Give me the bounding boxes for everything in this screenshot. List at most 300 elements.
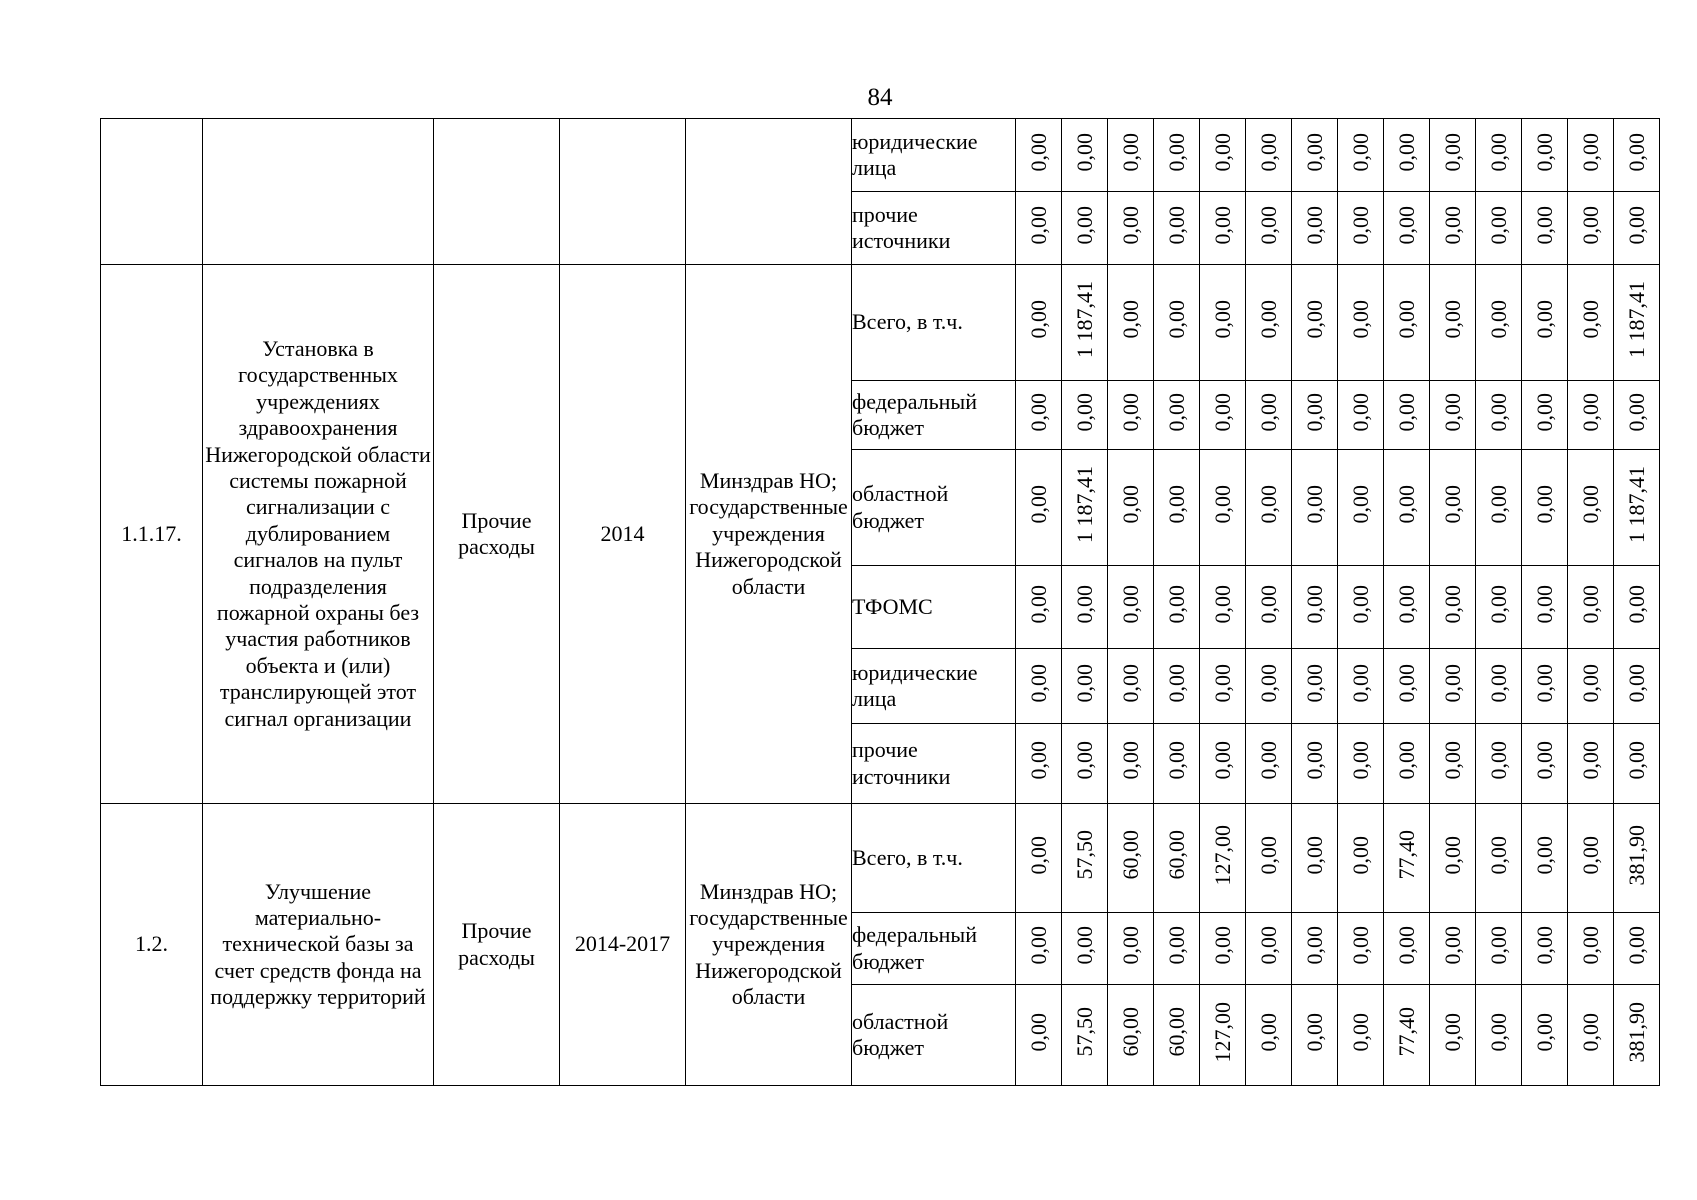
value-cell: [1292, 265, 1338, 381]
value-text: 0,00: [1623, 663, 1649, 703]
funding-source: Всего, в т.ч.: [852, 804, 1016, 913]
value-cell: [1246, 913, 1292, 985]
value-text: 0,00: [1393, 663, 1419, 703]
value-cell: [1062, 804, 1108, 913]
value-cell: [1338, 450, 1384, 566]
value-text: 0,00: [1485, 485, 1511, 524]
value-cell: [1292, 913, 1338, 985]
value-text: 0,00: [1117, 663, 1143, 703]
value-cell: [1292, 381, 1338, 450]
value-text: 0,00: [1301, 205, 1327, 245]
value-cell: [1246, 566, 1292, 649]
value-text: 0,00: [1301, 392, 1327, 432]
value-cell: [1430, 119, 1476, 192]
value-text: 0,00: [1071, 741, 1097, 780]
value-text: 0,00: [1347, 741, 1373, 780]
value-cell: [1062, 119, 1108, 192]
value-text: 0,00: [1071, 584, 1097, 624]
value-cell: [1154, 450, 1200, 566]
value-text: 0,00: [1025, 835, 1051, 875]
value-text: 0,00: [1255, 205, 1281, 245]
value-cell: [1016, 192, 1062, 265]
value-cell: [1522, 649, 1568, 724]
value-text: 0,00: [1025, 663, 1051, 703]
value-cell: [1154, 804, 1200, 913]
value-cell: [1154, 119, 1200, 192]
value-cell: [1476, 381, 1522, 450]
value-text: 0,00: [1347, 926, 1373, 965]
value-cell: [1430, 724, 1476, 804]
value-cell: [1338, 913, 1384, 985]
value-text: 0,00: [1577, 926, 1603, 965]
value-cell: [1384, 192, 1430, 265]
value-cell: [1200, 985, 1246, 1086]
value-text: 0,00: [1393, 485, 1419, 524]
value-cell: [1338, 724, 1384, 804]
value-cell: [1568, 450, 1614, 566]
value-cell: [1568, 724, 1614, 804]
item-number: 1.1.17.: [101, 265, 203, 804]
value-text: 0,00: [1439, 1012, 1465, 1052]
value-text: 0,00: [1301, 663, 1327, 703]
value-text: 0,00: [1301, 584, 1327, 624]
value-text: 0,00: [1439, 663, 1465, 703]
value-text: 57,50: [1071, 1007, 1097, 1057]
value-cell: [1522, 450, 1568, 566]
value-text: 0,00: [1531, 741, 1557, 780]
funding-source: прочие источники: [852, 724, 1016, 804]
funding-source: прочие источники: [852, 192, 1016, 265]
funding-source: юридические лица: [852, 649, 1016, 724]
value-text: 0,00: [1485, 205, 1511, 245]
value-cell: [1200, 724, 1246, 804]
value-text: 0,00: [1117, 485, 1143, 524]
value-cell: [1614, 913, 1660, 985]
value-text: 0,00: [1439, 392, 1465, 432]
item-name: Установка в государственных учреждениях здравоохранения Нижегородской области системы пожарной сигнализации с дублированием сигналов на пульт подразделения пожарной охраны без участия работников объекта и (или) транслирующей этот сигнал организации: [203, 265, 434, 804]
value-cell: [1614, 804, 1660, 913]
funding-source: федеральный бюджет: [852, 913, 1016, 985]
value-text: 0,00: [1347, 205, 1373, 245]
value-text: 0,00: [1439, 835, 1465, 875]
value-cell: [1200, 804, 1246, 913]
value-cell: [1338, 381, 1384, 450]
value-text: 0,00: [1071, 205, 1097, 245]
value-text: 0,00: [1577, 205, 1603, 245]
value-cell: [1292, 192, 1338, 265]
value-cell: [1108, 192, 1154, 265]
value-text: 0,00: [1393, 205, 1419, 245]
value-cell: [1154, 913, 1200, 985]
value-text: 0,00: [1163, 485, 1189, 524]
value-cell: [1154, 649, 1200, 724]
value-cell: [1292, 119, 1338, 192]
value-text: 0,00: [1301, 835, 1327, 875]
value-text: 0,00: [1209, 663, 1235, 703]
item-period: 2014-2017: [560, 804, 686, 1086]
value-text: 0,00: [1025, 926, 1051, 965]
value-text: 0,00: [1163, 663, 1189, 703]
value-cell: [1614, 649, 1660, 724]
value-cell: [1016, 381, 1062, 450]
value-text: 0,00: [1255, 835, 1281, 875]
value-cell: [1292, 450, 1338, 566]
value-cell: [1200, 381, 1246, 450]
value-cell: [1614, 566, 1660, 649]
value-cell: [1292, 649, 1338, 724]
table-row: [101, 265, 1660, 381]
value-text: 0,00: [1301, 741, 1327, 780]
value-cell: [1292, 566, 1338, 649]
value-cell: [1016, 265, 1062, 381]
value-cell: [1108, 566, 1154, 649]
value-cell: [1614, 192, 1660, 265]
value-text: 0,00: [1117, 926, 1143, 965]
value-text: 0,00: [1071, 926, 1097, 965]
value-cell: [1246, 119, 1292, 192]
value-cell: [1476, 985, 1522, 1086]
value-cell: [1430, 649, 1476, 724]
value-text: 0,00: [1301, 1012, 1327, 1052]
value-text: 0,00: [1163, 741, 1189, 780]
value-text: 0,00: [1255, 485, 1281, 524]
value-text: 0,00: [1347, 584, 1373, 624]
value-cell: [1338, 649, 1384, 724]
value-text: 0,00: [1577, 300, 1603, 339]
value-text: 0,00: [1255, 663, 1281, 703]
value-text: 60,00: [1163, 830, 1189, 880]
value-text: 1 187,41: [1623, 280, 1649, 358]
value-text: 0,00: [1577, 1012, 1603, 1052]
item-executor: Минздрав НО; государственные учреждения Нижегородской области: [686, 265, 852, 804]
value-text: 0,00: [1531, 663, 1557, 703]
value-text: 0,00: [1531, 300, 1557, 339]
value-cell: [1108, 381, 1154, 450]
value-text: 0,00: [1531, 835, 1557, 875]
value-text: 60,00: [1117, 830, 1143, 880]
value-text: 0,00: [1163, 205, 1189, 245]
value-cell: [1108, 119, 1154, 192]
value-text: 0,00: [1393, 132, 1419, 172]
value-cell: [1338, 804, 1384, 913]
value-text: 0,00: [1163, 926, 1189, 965]
value-cell: [1430, 450, 1476, 566]
funding-source: областной бюджет: [852, 450, 1016, 566]
value-text: 0,00: [1485, 926, 1511, 965]
value-cell: [1338, 119, 1384, 192]
value-text: 0,00: [1255, 1012, 1281, 1052]
value-cell: [1200, 265, 1246, 381]
value-cell: [1430, 566, 1476, 649]
funding-source: ТФОМС: [852, 566, 1016, 649]
value-text: 60,00: [1117, 1007, 1143, 1057]
value-text: 0,00: [1117, 392, 1143, 432]
value-text: 0,00: [1577, 741, 1603, 780]
value-cell: [1568, 265, 1614, 381]
value-cell: [1430, 381, 1476, 450]
value-cell: [1522, 566, 1568, 649]
value-cell: [1246, 450, 1292, 566]
value-text: 0,00: [1301, 926, 1327, 965]
value-cell: [1016, 566, 1062, 649]
value-cell: [1430, 192, 1476, 265]
value-cell: [1246, 265, 1292, 381]
value-cell: [1476, 913, 1522, 985]
value-text: 127,00: [1209, 1001, 1235, 1063]
value-text: 0,00: [1347, 1012, 1373, 1052]
value-cell: [1016, 913, 1062, 985]
value-text: 0,00: [1577, 663, 1603, 703]
value-cell: [1108, 804, 1154, 913]
value-text: 0,00: [1485, 584, 1511, 624]
funding-source: федеральный бюджет: [852, 381, 1016, 450]
value-text: 0,00: [1209, 584, 1235, 624]
value-cell: [1016, 724, 1062, 804]
value-cell: [1476, 724, 1522, 804]
page-number: 84: [867, 84, 893, 111]
value-cell: [1614, 119, 1660, 192]
value-cell: [1200, 450, 1246, 566]
value-text: 381,90: [1623, 1001, 1649, 1063]
value-cell: [1062, 985, 1108, 1086]
value-text: 1 187,41: [1623, 465, 1649, 543]
value-text: 0,00: [1623, 205, 1649, 245]
value-text: 0,00: [1531, 132, 1557, 172]
value-cell: [1200, 566, 1246, 649]
value-cell: [1246, 985, 1292, 1086]
value-text: 0,00: [1025, 584, 1051, 624]
budget-table: [100, 118, 1660, 1086]
value-cell: [1384, 724, 1430, 804]
value-cell: [1338, 192, 1384, 265]
value-text: 0,00: [1577, 132, 1603, 172]
value-text: 0,00: [1439, 926, 1465, 965]
value-cell: [1476, 566, 1522, 649]
value-cell: [1476, 804, 1522, 913]
value-text: 0,00: [1485, 835, 1511, 875]
value-cell: [1108, 724, 1154, 804]
value-cell: [1476, 649, 1522, 724]
value-text: 0,00: [1163, 392, 1189, 432]
value-cell: [1062, 566, 1108, 649]
value-cell: [1200, 649, 1246, 724]
value-text: 0,00: [1255, 741, 1281, 780]
value-text: 0,00: [1347, 485, 1373, 524]
value-cell: [1384, 913, 1430, 985]
value-cell: [1154, 381, 1200, 450]
value-cell: [1154, 192, 1200, 265]
value-cell: [1568, 192, 1614, 265]
value-text: 0,00: [1393, 300, 1419, 339]
value-cell: [1614, 450, 1660, 566]
value-text: 1 187,41: [1071, 280, 1097, 358]
value-cell: [1384, 119, 1430, 192]
value-cell: [1430, 985, 1476, 1086]
value-cell: [1154, 724, 1200, 804]
value-cell: [1108, 265, 1154, 381]
value-cell: [1522, 804, 1568, 913]
value-cell: [1246, 381, 1292, 450]
value-cell: [1154, 985, 1200, 1086]
value-text: 0,00: [1439, 485, 1465, 524]
item-name: Улучшение материально-технической базы за счет средств фонда на поддержку территорий: [203, 804, 434, 1086]
value-cell: [1016, 649, 1062, 724]
value-text: 0,00: [1531, 926, 1557, 965]
item-number: [101, 119, 203, 265]
value-cell: [1522, 381, 1568, 450]
value-cell: [1062, 450, 1108, 566]
value-cell: [1614, 265, 1660, 381]
value-text: 0,00: [1163, 584, 1189, 624]
value-cell: [1384, 649, 1430, 724]
value-text: 0,00: [1209, 926, 1235, 965]
value-text: 0,00: [1117, 584, 1143, 624]
value-text: 0,00: [1025, 205, 1051, 245]
value-cell: [1384, 450, 1430, 566]
value-text: 0,00: [1071, 663, 1097, 703]
value-cell: [1522, 724, 1568, 804]
value-text: 0,00: [1623, 926, 1649, 965]
value-text: 0,00: [1439, 205, 1465, 245]
expense-type: Прочие расходы: [434, 265, 560, 804]
table-row: [101, 804, 1660, 913]
funding-source: областной бюджет: [852, 985, 1016, 1086]
value-cell: [1292, 724, 1338, 804]
value-text: 0,00: [1623, 132, 1649, 172]
value-cell: [1292, 985, 1338, 1086]
value-text: 60,00: [1163, 1007, 1189, 1057]
value-text: 0,00: [1301, 300, 1327, 339]
value-text: 0,00: [1163, 300, 1189, 339]
value-text: 0,00: [1623, 392, 1649, 432]
value-cell: [1062, 265, 1108, 381]
value-cell: [1246, 192, 1292, 265]
value-cell: [1522, 119, 1568, 192]
funding-source: Всего, в т.ч.: [852, 265, 1016, 381]
value-text: 0,00: [1025, 485, 1051, 524]
item-period: [560, 119, 686, 265]
value-text: 0,00: [1255, 132, 1281, 172]
value-text: 0,00: [1393, 926, 1419, 965]
value-cell: [1246, 724, 1292, 804]
value-cell: [1522, 265, 1568, 381]
value-cell: [1062, 913, 1108, 985]
value-cell: [1154, 265, 1200, 381]
value-text: 0,00: [1347, 663, 1373, 703]
value-cell: [1614, 724, 1660, 804]
value-cell: [1568, 804, 1614, 913]
value-text: 0,00: [1393, 584, 1419, 624]
value-text: 0,00: [1117, 741, 1143, 780]
value-text: 0,00: [1577, 485, 1603, 524]
value-cell: [1568, 381, 1614, 450]
value-text: 0,00: [1577, 835, 1603, 875]
value-text: 1 187,41: [1071, 465, 1097, 543]
value-text: 0,00: [1623, 741, 1649, 780]
value-cell: [1062, 381, 1108, 450]
value-cell: [1384, 265, 1430, 381]
value-cell: [1108, 450, 1154, 566]
value-text: 0,00: [1623, 584, 1649, 624]
value-text: 0,00: [1531, 1012, 1557, 1052]
value-cell: [1062, 192, 1108, 265]
value-cell: [1062, 724, 1108, 804]
value-cell: [1522, 192, 1568, 265]
value-text: 0,00: [1393, 392, 1419, 432]
value-text: 0,00: [1301, 485, 1327, 524]
value-cell: [1200, 913, 1246, 985]
item-executor: Минздрав НО; государственные учреждения Нижегородской области: [686, 804, 852, 1086]
value-cell: [1016, 450, 1062, 566]
value-cell: [1568, 985, 1614, 1086]
value-text: 0,00: [1025, 132, 1051, 172]
value-text: 0,00: [1117, 300, 1143, 339]
value-cell: [1476, 119, 1522, 192]
value-text: 0,00: [1577, 584, 1603, 624]
value-text: 381,90: [1623, 824, 1649, 886]
value-cell: [1522, 913, 1568, 985]
value-text: 0,00: [1255, 584, 1281, 624]
value-cell: [1384, 985, 1430, 1086]
value-text: 0,00: [1025, 392, 1051, 432]
expense-type: [434, 119, 560, 265]
value-cell: [1476, 265, 1522, 381]
value-cell: [1522, 985, 1568, 1086]
value-cell: [1108, 649, 1154, 724]
value-text: 0,00: [1531, 584, 1557, 624]
value-cell: [1568, 119, 1614, 192]
value-cell: [1568, 649, 1614, 724]
value-text: 0,00: [1255, 926, 1281, 965]
value-text: 0,00: [1301, 132, 1327, 172]
value-text: 0,00: [1255, 300, 1281, 339]
value-text: 0,00: [1025, 1012, 1051, 1052]
value-text: 0,00: [1485, 392, 1511, 432]
value-text: 0,00: [1209, 300, 1235, 339]
value-text: 0,00: [1485, 1012, 1511, 1052]
value-cell: [1430, 913, 1476, 985]
value-text: 77,40: [1393, 830, 1419, 880]
value-text: 0,00: [1209, 485, 1235, 524]
value-cell: [1384, 804, 1430, 913]
value-cell: [1016, 119, 1062, 192]
value-cell: [1430, 265, 1476, 381]
value-text: 77,40: [1393, 1007, 1419, 1057]
value-text: 0,00: [1209, 205, 1235, 245]
value-text: 0,00: [1531, 205, 1557, 245]
value-text: 0,00: [1485, 132, 1511, 172]
value-cell: [1476, 192, 1522, 265]
item-name: [203, 119, 434, 265]
value-text: 0,00: [1117, 132, 1143, 172]
funding-source: юридические лица: [852, 119, 1016, 192]
value-text: 0,00: [1347, 835, 1373, 875]
value-cell: [1246, 804, 1292, 913]
value-cell: [1568, 566, 1614, 649]
value-cell: [1384, 566, 1430, 649]
value-cell: [1292, 804, 1338, 913]
value-cell: [1338, 265, 1384, 381]
value-cell: [1016, 804, 1062, 913]
value-text: 0,00: [1485, 741, 1511, 780]
value-text: 0,00: [1531, 485, 1557, 524]
value-text: 0,00: [1117, 205, 1143, 245]
value-text: 0,00: [1485, 663, 1511, 703]
value-cell: [1430, 804, 1476, 913]
value-cell: [1108, 913, 1154, 985]
value-text: 127,00: [1209, 824, 1235, 886]
item-executor: [686, 119, 852, 265]
